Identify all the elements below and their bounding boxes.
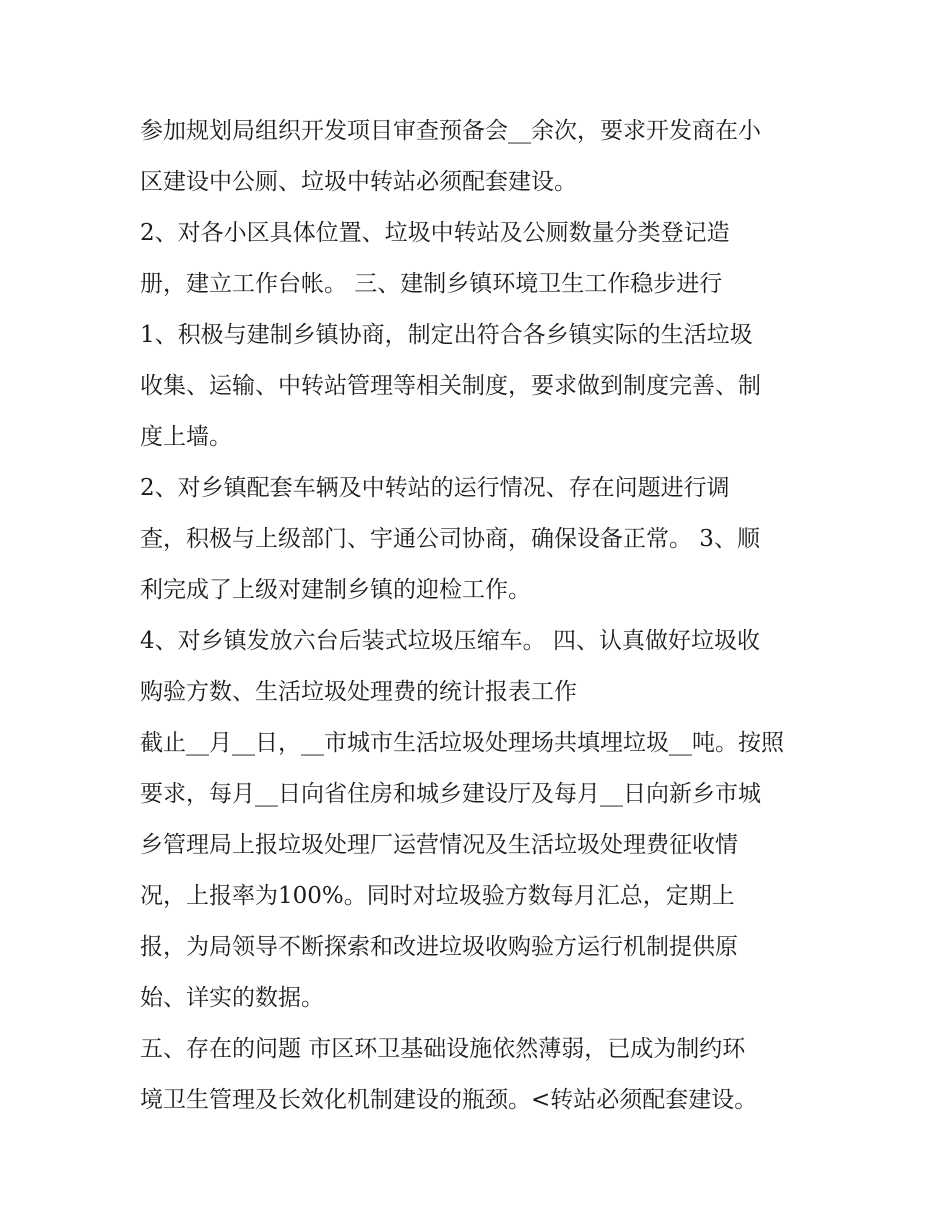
text-line: 利完成了上级对建制乡镇的迎检工作。 [140,577,531,603]
text-line: 参加规划局组织开发项目审查预备会__余次，要求开发商在小 [140,118,761,144]
text-line: 境卫生管理及长效化机制建设的瓶颈。<转站必须配套建设。 [140,1087,758,1113]
text-line: 况，上报率为100%。同时对垃圾验方数每月汇总，定期上 [140,883,735,909]
text-line: 购验方数、生活垃圾处理费的统计报表工作 [140,679,577,705]
text-line: 查，积极与上级部门、宇通公司协商，确保设备正常。 3、顺 [140,526,760,552]
text-line: 五、存在的问题 市区环卫基础设施依然薄弱，已成为制约环 [140,1036,746,1062]
text-line: 收集、运输、中转站管理等相关制度，要求做到制度完善、制 [140,373,761,399]
text-line: 报，为局领导不断探索和改进垃圾收购验方运行机制提供原 [140,934,738,960]
text-line: 2、对乡镇配套车辆及中转站的运行情况、存在问题进行调 [140,475,730,501]
text-line: 4、对乡镇发放六台后装式垃圾压缩车。 四、认真做好垃圾收 [140,628,760,654]
text-line: 1、积极与建制乡镇协商，制定出符合各乡镇实际的生活垃圾 [140,322,753,348]
text-line: 要求，每月__日向省住房和城乡建设厅及每月__日向新乡市城 [140,781,761,807]
text-line: 区建设中公厕、垃圾中转站必须配套建设。 [140,169,577,195]
document-body [140,106,830,1126]
text-line: 乡管理局上报垃圾处理厂运营情况及生活垃圾处理费征收情 [140,832,738,858]
text-line: 始、详实的数据。 [140,985,324,1011]
text-line: 2、对各小区具体位置、垃圾中转站及公厕数量分类登记造 [140,220,730,246]
text-line: 册，建立工作台帐。 三、建制乡镇环境卫生工作稳步进行 [140,271,723,297]
text-line: 截止__月__日，__市城市生活垃圾处理场共填埋垃圾__吨。按照 [140,730,784,756]
text-line: 度上墙。 [140,424,232,450]
